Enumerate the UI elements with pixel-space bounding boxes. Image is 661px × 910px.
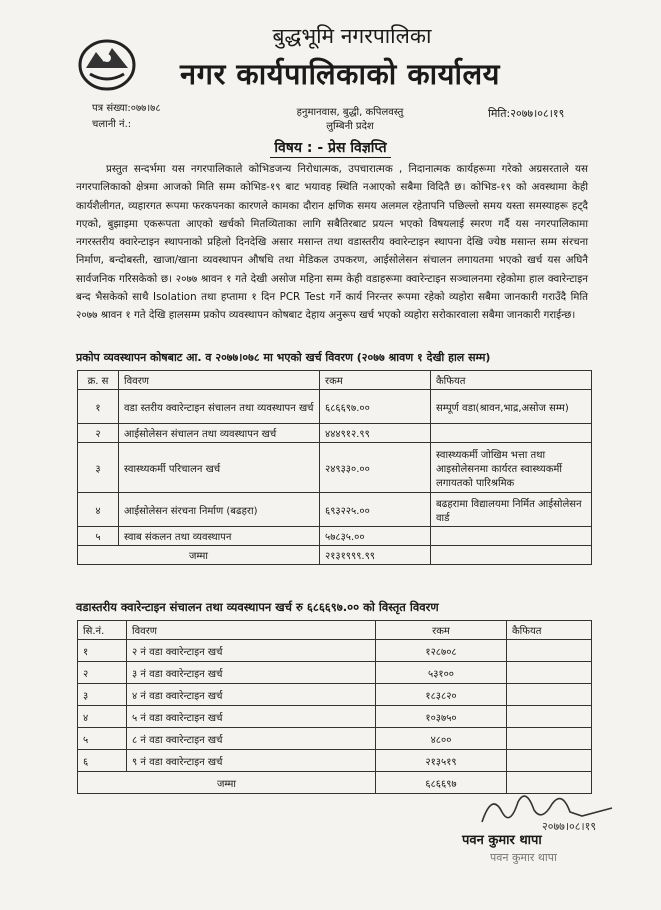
- table-cell: ३ नं वडा क्वारेन्टाइन खर्च: [127, 662, 376, 684]
- table-cell: [431, 546, 592, 565]
- table-cell: ६८६६९७.००: [320, 390, 431, 424]
- table-cell: ५७८३५.००: [320, 527, 431, 546]
- table-cell: ४४४९१२.९९: [320, 424, 431, 443]
- table-cell: १: [78, 390, 119, 424]
- quarantine-table: [77, 620, 592, 794]
- table-cell: [507, 750, 592, 772]
- table-cell: आईसोलेसन संचालन तथा व्यवस्थापन खर्च: [119, 424, 320, 443]
- table-cell: [507, 728, 592, 750]
- header-cell: रकम: [376, 621, 507, 640]
- table-row: [78, 527, 592, 546]
- table-row: [78, 640, 592, 662]
- letter-date: मिति:२०७७।०८।१९: [488, 107, 565, 120]
- table-cell: [507, 706, 592, 728]
- name-stamp: पवन कुमार थापा: [490, 851, 557, 864]
- municipality-name: बुद्धभूमि नगरपालिका: [272, 24, 432, 48]
- table-row: [78, 443, 592, 493]
- body-paragraph: प्रस्तुत सन्दर्भमा यस नगरपालिकाले कोभिडजन्य निरोधात्मक, उपचारात्मक , निदानात्मक कार्यहरूमा गरेको अग्रसरताले यस नगरपालिकाको क्षेत्रमा आजको मिति सम्म कोभिड-१९ बाट भयावह स्थिति नआएको सबैमा विदितै छ। कोभिड-१९ को अवस्थामा केही कार्यशैलीगत, व्यहारगत रूपमा फरकपनका कारणले कामका दौरान क्षणिक समय अलमल रहेतापनि पछिल्लो समय यस्ता समस्याहरू हट्दै गएको, बुझाइमा एकरूपता आएको खर्चको मितव्यिताका लागि सबैतिरबाट प्रयत्न भएको विषयलाई स्मरण गर्दै यस नगरपालिकामा नगरस्तरीय क्वारेन्टाइन स्थापनाको प्रहिलो दिनदेखि असार मसान्त तथा वडास्तरीय क्वारेन्टाइन स्थापना देखि ज्येष्ठ मसान्त सम्म संरचना निर्माण, बन्दोबस्ती, खाजा/खाना व्यवस्थापन औषधि तथा मेडिकल उपकरण, आईसोलेसन संचालन लगायतमा भएको खर्च यस अघिनै सार्वजनिक गरिसकेको छ। २०७७ श्रावन १ गते देखी असोज महिना सम्म केही वडाहरूमा क्वारेन्टाइन सञ्चालनमा रहेकोमा हाल क्वारेन्टाइन बन्द भैसकेको साथै Isolation तथा हप्तामा १ दिन PCR Test गर्ने कार्य निरन्तर रूपमा रहेको व्यहोरा सबैमा जानकारी गराउँदै मिति २०७७ श्रावन १ गते देखि हालसम्म प्रकोप व्यवस्थापन कोषबाट देहाय अनुरूप खर्च भएको व्यहोरा सरोकारवाला सबैमा जानकारी गराईन्छ।: [76, 163, 588, 322]
- table-cell: [507, 640, 592, 662]
- subject-wrapper: [0, 137, 661, 158]
- header-cell: क्र. स: [78, 371, 119, 390]
- total-label: जम्मा: [78, 546, 320, 565]
- table-cell: १८३८२०: [376, 684, 507, 706]
- signer-name: पवन कुमार थापा: [462, 833, 542, 848]
- table-cell: ५ नं वडा क्वारेन्टाइन खर्च: [127, 706, 376, 728]
- table-cell: १२८७०८: [376, 640, 507, 662]
- nepal-emblem-icon: [78, 38, 136, 92]
- table-cell: ३: [78, 443, 119, 493]
- table-cell: २: [78, 662, 127, 684]
- table-cell: ५३१००: [376, 662, 507, 684]
- table-row: [78, 424, 592, 443]
- table-cell: स्वाब संकलन तथा व्यवस्थापन: [119, 527, 320, 546]
- table-cell: ९ नं वडा क्वारेन्टाइन खर्च: [127, 750, 376, 772]
- table-cell: १०३७५०: [376, 706, 507, 728]
- table-cell: ६: [78, 750, 127, 772]
- header-cell: विवरण: [127, 621, 376, 640]
- table-row: [78, 706, 592, 728]
- table-cell: २ नं वडा क्वारेन्टाइन खर्च: [127, 640, 376, 662]
- header-cell: विवरण: [119, 371, 320, 390]
- table-row: [78, 728, 592, 750]
- total-row: [78, 546, 592, 565]
- table-cell: ४८००: [376, 728, 507, 750]
- table-cell: १: [78, 640, 127, 662]
- header-cell: सि.नं.: [78, 621, 127, 640]
- table-row: [78, 662, 592, 684]
- table-cell: आईसोलेसन संरचना निर्माण (बढहरा): [119, 493, 320, 527]
- table-header-row: [78, 621, 592, 640]
- table-cell: ४: [78, 706, 127, 728]
- table-row: [78, 750, 592, 772]
- table-cell: [431, 424, 592, 443]
- table-cell: ८ नं वडा क्वारेन्टाइन खर्च: [127, 728, 376, 750]
- table-row: [78, 390, 592, 424]
- table-cell: ४ नं वडा क्वारेन्टाइन खर्च: [127, 684, 376, 706]
- table-cell: बढहरामा विद्यालयमा निर्मित आईसोलेसन वार्ड: [431, 493, 592, 527]
- table-cell: ३: [78, 684, 127, 706]
- table-header-row: [78, 371, 592, 390]
- office-name: नगर कार्यपालिकाको कार्यालय: [180, 57, 500, 91]
- header-cell: कैफियत: [507, 621, 592, 640]
- expense-table-title: प्रकोप व्यवस्थापन कोषबाट आ. व २०७७।०७८ मा भएको खर्च विवरण (२०७७ श्रावण १ देखी हाल सम्म): [76, 351, 491, 364]
- table-cell: ५: [78, 527, 119, 546]
- svg-text:२०७७।०८।१९: २०७७।०८।१९: [542, 820, 597, 833]
- table-cell: स्वास्थ्यकर्मी परिचालन खर्च: [119, 443, 320, 493]
- total-value: २१३१९९९.९९: [320, 546, 431, 565]
- table-cell: २१३५१९: [376, 750, 507, 772]
- table-row: [78, 684, 592, 706]
- total-value: ६८६६९७: [376, 772, 507, 794]
- address-line-2: लुम्बिनी प्रदेश: [326, 121, 374, 132]
- table-cell: स्वास्थ्यकर्मी जोखिम भत्ता तथा आइसोलेसनमा कार्यरत स्वास्थ्यकर्मी लगायतको पारिश्रमिक: [431, 443, 592, 493]
- header-cell: रकम: [320, 371, 431, 390]
- total-label: जम्मा: [78, 772, 376, 794]
- table-row: [78, 493, 592, 527]
- quarantine-table-title: वडास्तरीय क्वारेन्टाइन संचालन तथा व्यवस्थापन खर्च रु ६८६६९७.०० को विस्तृत विवरण: [76, 600, 439, 614]
- letter-number: पत्र संख्या:०७७।७८: [92, 103, 161, 114]
- expense-table: [77, 370, 592, 565]
- table-cell: ६९३२२५.००: [320, 493, 431, 527]
- table-cell: [507, 662, 592, 684]
- header-cell: कैफियत: [431, 371, 592, 390]
- table-cell: [507, 684, 592, 706]
- table-cell: २: [78, 424, 119, 443]
- table-cell: ४: [78, 493, 119, 527]
- address-line-1: हनुमानवास, बुद्धी, कपिलवस्तु: [296, 107, 404, 118]
- table-cell: सम्पूर्ण वडा(श्रावन,भाद्र,असोज सम्म): [431, 390, 592, 424]
- subject-heading: विषय : - प्रेस विज्ञप्ति: [270, 138, 390, 158]
- table-cell: [431, 527, 592, 546]
- table-cell: वडा स्तरीय क्वारेन्टाइन संचालन तथा व्यवस्थापन खर्च: [119, 390, 320, 424]
- dispatch-number: चलानी नं.:: [92, 119, 132, 130]
- table-cell: ५: [78, 728, 127, 750]
- table-cell: २४९३३०.००: [320, 443, 431, 493]
